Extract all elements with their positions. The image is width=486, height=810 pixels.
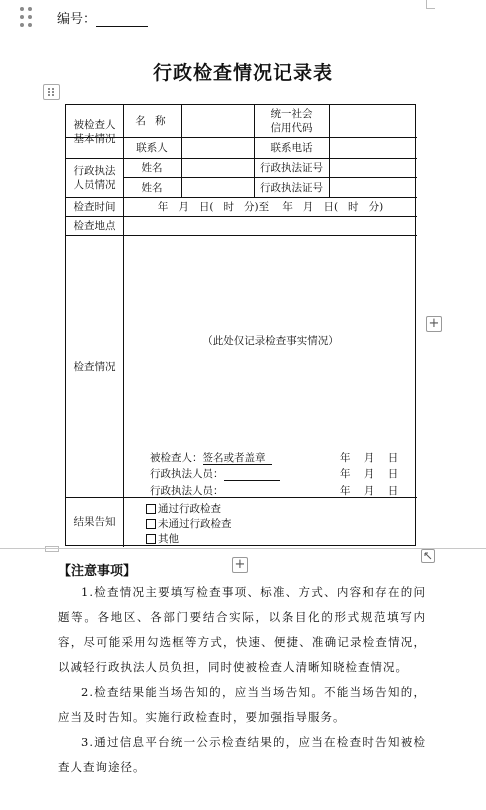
signature-label: 行政执法人员： <box>150 485 224 497</box>
contact-field[interactable] <box>181 138 254 158</box>
page-break <box>0 548 486 549</box>
phone-label: 联系电话 <box>270 142 313 154</box>
officer-cert-label: 行政执法证号 <box>260 162 323 174</box>
result-option[interactable] <box>146 531 179 546</box>
credit-code-label: 统一社会 信用代码 <box>270 108 313 134</box>
time-field[interactable]: 年 月 日( 时 分)至 年 月 日( 时 分) <box>157 201 384 213</box>
subject-info-label: 被检查人 基本情况 <box>73 118 116 145</box>
page-title: 行政检查情况记录表 <box>152 62 333 84</box>
place-label: 检查地点 <box>73 220 116 232</box>
officer-name-field[interactable] <box>181 178 254 197</box>
place-field[interactable] <box>124 217 417 235</box>
table-corner-mark <box>45 546 59 552</box>
phone-field[interactable] <box>329 138 417 158</box>
document-number-label: 编号： <box>57 12 97 27</box>
add-row-button[interactable]: + <box>232 557 248 573</box>
signature-row <box>150 450 272 465</box>
signature-label: 行政执法人员： <box>150 468 224 480</box>
signature-date: 年 月 日 <box>340 468 399 480</box>
officer-info-label: 行政执法 人员情况 <box>73 165 116 191</box>
table-move-handle-icon[interactable] <box>43 84 60 100</box>
page-corner-mark <box>426 0 435 9</box>
situation-label: 检查情况 <box>73 360 116 373</box>
result-option-label: 其他 <box>158 533 179 545</box>
checkbox-icon[interactable] <box>146 519 156 529</box>
name-label: 名 称 <box>135 115 169 127</box>
credit-code-field[interactable] <box>329 105 417 137</box>
officer-cert-label: 行政执法证号 <box>260 181 323 194</box>
contact-label: 联系人 <box>136 142 168 154</box>
notes-heading: 【注意事项】 <box>58 564 137 579</box>
officer-name-label: 姓名 <box>141 162 163 174</box>
result-option[interactable] <box>146 501 221 516</box>
signature-date: 年 月 日 <box>340 485 399 497</box>
checkbox-icon[interactable] <box>146 504 156 514</box>
drag-handle-icon[interactable] <box>18 6 36 28</box>
inspection-record-table <box>65 104 416 546</box>
notes-body <box>58 580 426 780</box>
time-label: 检查时间 <box>73 201 116 213</box>
name-field[interactable] <box>181 105 254 137</box>
signature-date: 年 月 日 <box>340 452 399 464</box>
signature-value[interactable]: 签名或者盖章 <box>203 452 272 465</box>
result-option-label: 通过行政检查 <box>158 503 221 515</box>
situation-placeholder[interactable]: （此处仅记录检查事实情况） <box>202 335 339 347</box>
result-option[interactable] <box>146 516 232 531</box>
expand-icon[interactable] <box>421 549 435 563</box>
add-column-button[interactable]: + <box>426 316 442 332</box>
result-option-label: 未通过行政检查 <box>158 518 232 530</box>
note-item: 3.通过信息平台统一公示检查结果的，应当在检查时告知被检查人查询途径。 <box>58 735 426 774</box>
signature-row <box>150 483 280 498</box>
result-label: 结果告知 <box>73 516 116 528</box>
signature-label: 被检查人： <box>150 452 203 464</box>
note-item: 2.检查结果能当场告知的，应当当场告知。不能当场告知的，应当及时告知。实施行政检查时，要加强指导服务。 <box>58 685 426 724</box>
officer-name-label: 姓名 <box>141 181 163 194</box>
officer-cert-field[interactable] <box>329 159 417 177</box>
signature-blank[interactable] <box>224 468 280 481</box>
signature-blank[interactable] <box>224 485 280 498</box>
officer-name-field[interactable] <box>181 159 254 177</box>
note-item: 1.检查情况主要填写检查事项、标准、方式、内容和存在的问题等。各地区、各部门要结合实际，以条目化的形式规范填写内容，尽可能采用勾选框等方式，快速、便捷、准确记录检查情况，以减轻行政执法人员负担，同时使被检查人清晰知晓检查情况。 <box>58 585 426 674</box>
signature-row <box>150 466 280 481</box>
officer-cert-field[interactable] <box>329 178 417 197</box>
checkbox-icon[interactable] <box>146 534 156 544</box>
document-number-blank[interactable] <box>96 12 148 27</box>
document-number <box>57 8 148 27</box>
